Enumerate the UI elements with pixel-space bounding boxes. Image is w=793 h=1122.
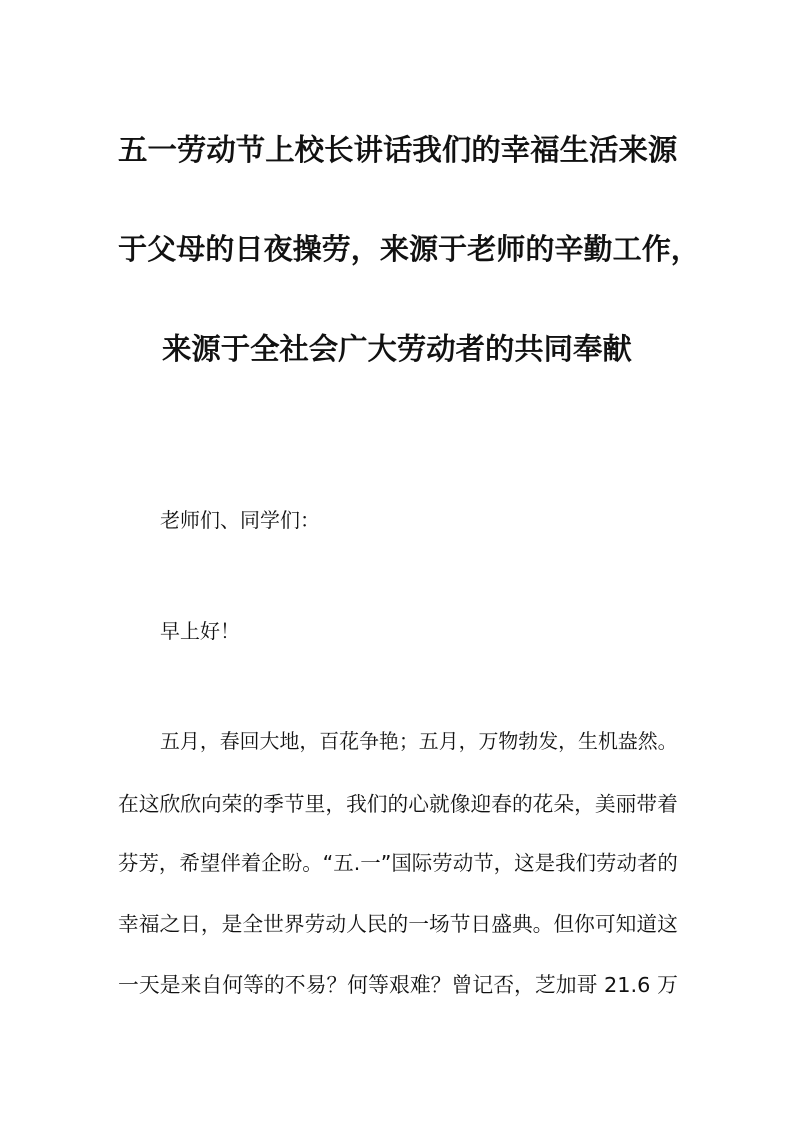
title-line-2: 于父母的日夜操劳，来源于老师的辛勤工作， — [118, 232, 700, 266]
salutation: 老师们、同学们： — [160, 508, 320, 532]
paragraph-line: 幸福之日，是全世界劳动人民的一场节日盛典。但你可知道这 — [118, 912, 678, 936]
paragraph-line: 芬芳，希望伴着企盼。“五.一”国际劳动节，这是我们劳动者的 — [118, 851, 678, 875]
title-line-3: 来源于全社会广大劳动者的共同奉献 — [162, 332, 632, 366]
title-line-1: 五一劳动节上校长讲话我们的幸福生活来源 — [118, 133, 678, 167]
paragraph-line: 一天是来自何等的不易？何等艰难？曾记否，芝加哥 21.6 万 — [118, 973, 678, 997]
paragraph-line: 在这欣欣向荣的季节里，我们的心就像迎春的花朵，美丽带着 — [118, 792, 678, 816]
greeting: 早上好！ — [160, 619, 240, 643]
paragraph-line: 五月，春回大地，百花争艳；五月，万物勃发，生机盎然。 — [160, 730, 678, 753]
